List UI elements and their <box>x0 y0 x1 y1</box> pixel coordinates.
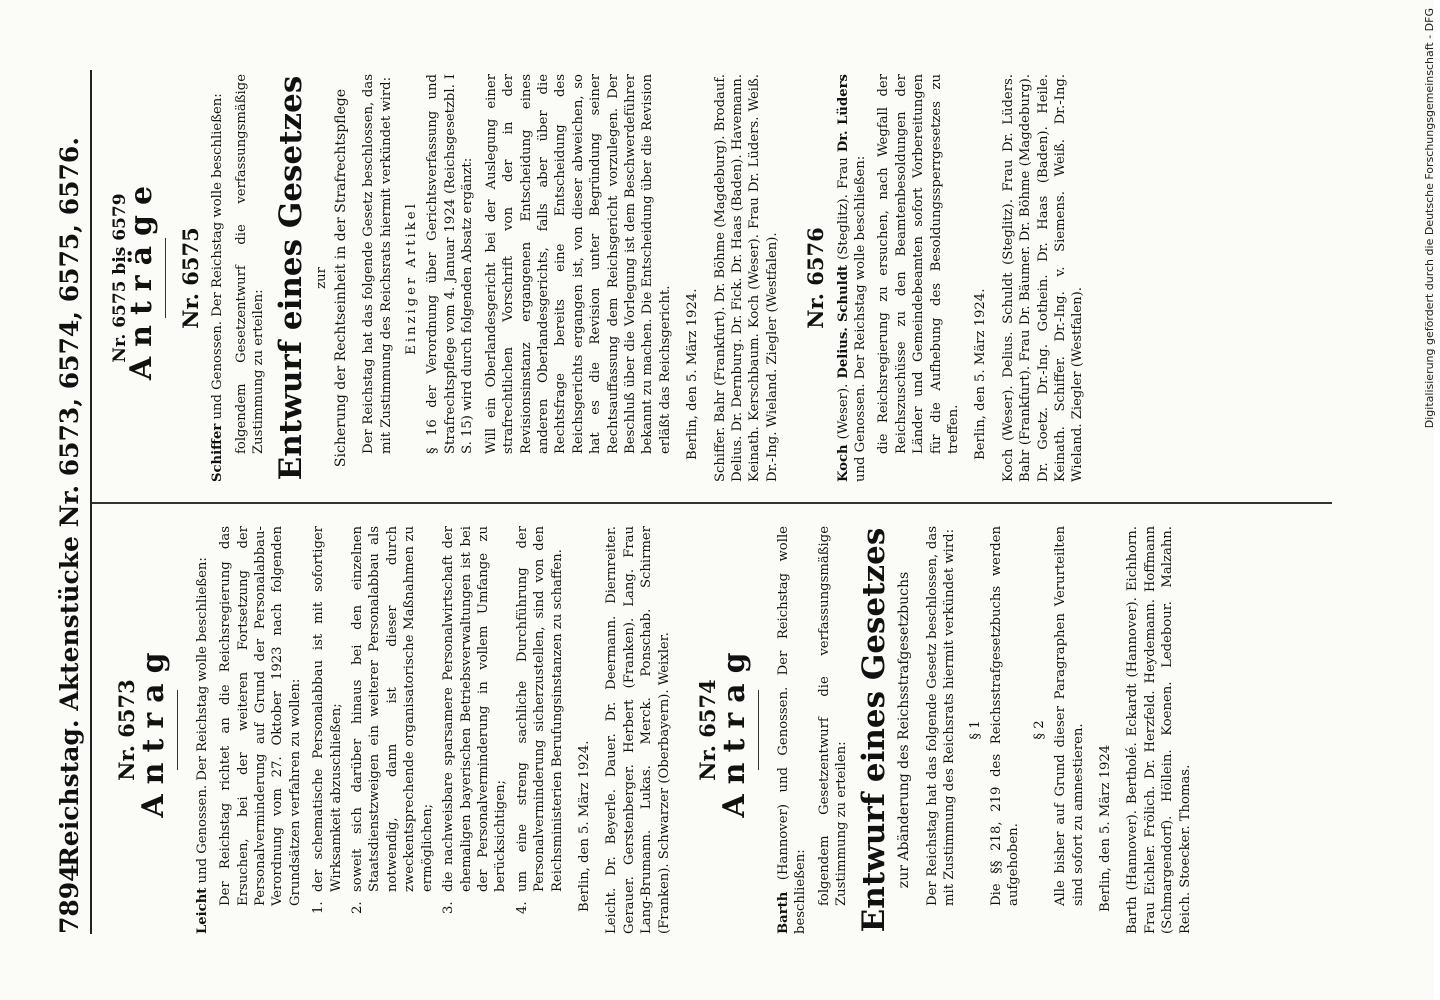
stamp-text: Digitalisierung gefördert durch die Deutsche Forschungsgemeinschaft - DFG <box>1423 8 1436 429</box>
item-text: der schematische Personalabbau ist mit sofortiger Wirksamkeit abzuschließen; <box>311 526 344 892</box>
law-title: Entwurf eines Gesetzes <box>273 75 310 481</box>
mover: Dr. Lüders <box>835 74 851 153</box>
doc-heading: Antrag <box>136 642 172 818</box>
mover: Koch <box>835 444 851 482</box>
right-column <box>112 74 1113 482</box>
doc-range: Nr. 6575 bis 6579 <box>110 193 130 363</box>
motion-text: folgendem Gesetzentwurf die verfassungsmäßige Zustimmung zu erteilen: <box>233 74 267 454</box>
item-text: die nachweisbare sparsamere Personalwirtschaft der ehemaligen bayerischen Betriebsverwaltungen ist bei der Personalverminderung in vollem Umfange zu berücksichtigen; <box>441 526 509 892</box>
item-number: 1. <box>311 901 327 914</box>
law-zur: zur <box>314 267 330 289</box>
enactment-clause: Der Reichstag hat das folgende Gesetz beschlossen, das mit Zustimmung des Reichsrats hiermit verkündet wird: <box>361 74 394 454</box>
item-number: 3. <box>441 901 457 914</box>
motion-text: die Reichsregierung zu ersuchen, nach Wegfall der Reichszuschüsse zu den Beamtenbesoldungen der Länder und Gemeindebeamten sofort Vorbereitungen für die Aufhebung des Besoldungssperrgesetzes zu treffen. <box>876 74 962 454</box>
intro-text: und Genossen. Der Reichstag wolle beschließen: <box>853 155 868 482</box>
doc-number: Nr. 6575 <box>177 227 203 329</box>
mover-detail: (Steglitz). Frau <box>835 157 851 260</box>
motion-list <box>310 526 566 914</box>
page-header <box>40 70 92 934</box>
heading-rule <box>165 238 166 318</box>
law-title: Entwurf eines Gesetzes <box>856 527 893 933</box>
item-text: soweit sich darüber hinaus bei den einzelnen Staatsdienstzweigen ein weiterer Personalabbau als notwendig, dann ist dieser durch zweckentsprechende organisatorische Maßnahmen zu ermöglichen; <box>350 526 435 892</box>
intro <box>194 526 211 934</box>
article-label: Einziger Artikel <box>404 201 420 355</box>
list-item <box>310 526 345 914</box>
section-label: § 1 <box>967 720 983 740</box>
item-number: 2. <box>350 901 366 914</box>
list-item <box>440 526 510 914</box>
page-number: 7894 <box>55 864 84 934</box>
date-line: Berlin, den 5. März 1924. <box>973 288 989 460</box>
document-6574 <box>694 526 1194 934</box>
document-6576 <box>803 74 1087 482</box>
signatures: Barth (Hannover). Bertholé. Eckardt (Hannover). Eichhorn. Frau Eichler. Frölich. Dr. Herzfeld. Heydemann. Hoffmann (Schmargendorf). Höllein. Koenen. Ledebour. Malzahn. Reich. Stoecker. Thomas. <box>1125 526 1193 934</box>
intro-text: (Hannover) und Genossen. Der Reichstag wolle beschließen: <box>775 526 809 934</box>
section-label: § 2 <box>1031 720 1047 740</box>
section-heading: Anträge <box>124 175 160 381</box>
header-title: Reichstag. Aktenstücke Nr. 6573, 6574, 6575, 6576. <box>55 137 84 867</box>
law-subtitle: Sicherung der Rechtseinheit in der Strafrechtspflege <box>332 88 349 468</box>
signatures: Leicht. Dr. Beyerle. Dauer. Dr. Deermann. Diernreiter. Gerauer. Gerstenberger. Herbert (Franken). Lang. Frau Lang-Brumann. Lukas. Merck. Ponschab. Schirmer (Franken). Schwarzer (Oberbayern). Weixler. <box>604 526 672 934</box>
inserted-paragraph: Will ein Oberlandesgericht bei der Auslegung einer strafrechtlichen Vorschrift von der in der Revisionsinstanz ergangenen Entscheidung eines anderen Oberlandesgerichts, falls aber über die Rechtsfrage bereits eine Entscheidung des Reichsgerichts ergangen ist, von dieser abweichen, so hat es die Revision unter Begründung seiner Rechtsauffassung dem Reichsgericht vorzulegen. Der Beschluß über die Vorlegung ist dem Beschwerdeführer bekannt zu machen. Die Entscheidung über die Revision erläßt das Reichsgericht. <box>483 74 673 454</box>
intro <box>209 74 226 482</box>
motion-text: Der Reichstag richtet an die Reichsregierung das Ersuchen, bei der weiteren Fortsetzung der Personalverminderung auf Grund der Personalabbau-Verordnung vom 27. Oktober 1923 nach folgenden Grundsätzen verfahren zu wollen: <box>218 526 303 906</box>
item-number: 4. <box>514 901 530 914</box>
dfg-stamp <box>1416 8 1436 988</box>
doc-number: Nr. 6576 <box>803 227 829 329</box>
item-text: um eine streng sachliche Durchführung der Personalverminderung sicherzustellen, sind von den Reichsministerien Berufungsinstanzen zu schaffen. <box>514 526 565 892</box>
list-item <box>349 526 436 914</box>
law-subtitle: zur Abänderung des Reichsstrafgesetzbuchs <box>896 571 913 889</box>
document-6573 <box>114 526 673 934</box>
enactment-clause: Der Reichstag hat das folgende Gesetz beschlossen, das mit Zustimmung des Reichsrats hiermit verkündet wird: <box>924 526 958 906</box>
section-text: Alle bisher auf Grund dieser Paragraphen Verurteilten sind sofort zu amnestieren. <box>1053 526 1086 906</box>
list-item <box>514 526 566 914</box>
date-line: Berlin, den 5. März 1924. <box>685 288 701 460</box>
left-column <box>112 526 1220 934</box>
intro <box>775 526 810 934</box>
mover: Leicht <box>194 887 210 934</box>
intro <box>835 74 870 482</box>
mover: Barth <box>775 891 791 934</box>
mover-detail: (Weser). <box>835 383 851 440</box>
mover: Schiffer <box>210 423 226 482</box>
heading-rule <box>177 690 178 770</box>
section-text: Die §§ 218, 219 des Reichsstrafgesetzbuchs werden aufgehoben. <box>989 526 1022 906</box>
column-divider <box>92 503 1332 505</box>
signatures: Koch (Weser). Delius. Schuldt (Steglitz). Frau Dr. Lüders. Bahr (Frankfurt). Frau Dr. Bäumer. Dr. Böhme (Magdeburg). Dr. Goetz. Dr.-Ing. Gothein. Dr. Haas (Baden). Heile. Keinath. Schiffer. Dr.-Ing. v. Siemens. Weiß. Dr.-Ing. Wieland. Ziegler (Westfalen). <box>1000 74 1086 482</box>
mover: Schuldt <box>835 264 851 323</box>
doc-heading: Antrag <box>717 642 753 818</box>
intro-text: und Genossen. Der Reichstag wolle beschließen: <box>210 93 226 420</box>
article-text: § 16 der Verordnung über Gerichtsverfassung und Strafrechtspflege vom 4. Januar 1924 (Reichsgesetzbl. I S. 15) wird durch folgenden Absatz ergänzt: <box>425 74 476 454</box>
signatures: Schiffer. Bahr (Frankfurt). Dr. Böhme (Magdeburg). Brodauf. Delius. Dr. Dernburg. Dr. Fick. Dr. Haas (Baden). Havemann. Keinath. Kerschbaum. Koch (Weser). Frau Dr. Lüders. Weiß. Dr.-Ing. Wieland. Ziegler (Westfalen). <box>712 74 780 482</box>
doc-number: Nr. 6573 <box>114 679 139 781</box>
motion-text: folgendem Gesetzentwurf die verfassungsmäßige Zustimmung zu erteilen: <box>816 526 849 906</box>
date-line: Berlin, den 5. März 1924. <box>576 740 592 912</box>
date-line: Berlin, den 5. März 1924 <box>1098 744 1114 912</box>
mover: Delius. <box>835 327 851 379</box>
heading-rule <box>758 690 759 770</box>
intro-text: und Genossen. Der Reichstag wolle beschließen: <box>194 557 210 884</box>
doc-number: Nr. 6574 <box>694 679 720 781</box>
document-6575 <box>177 74 781 482</box>
